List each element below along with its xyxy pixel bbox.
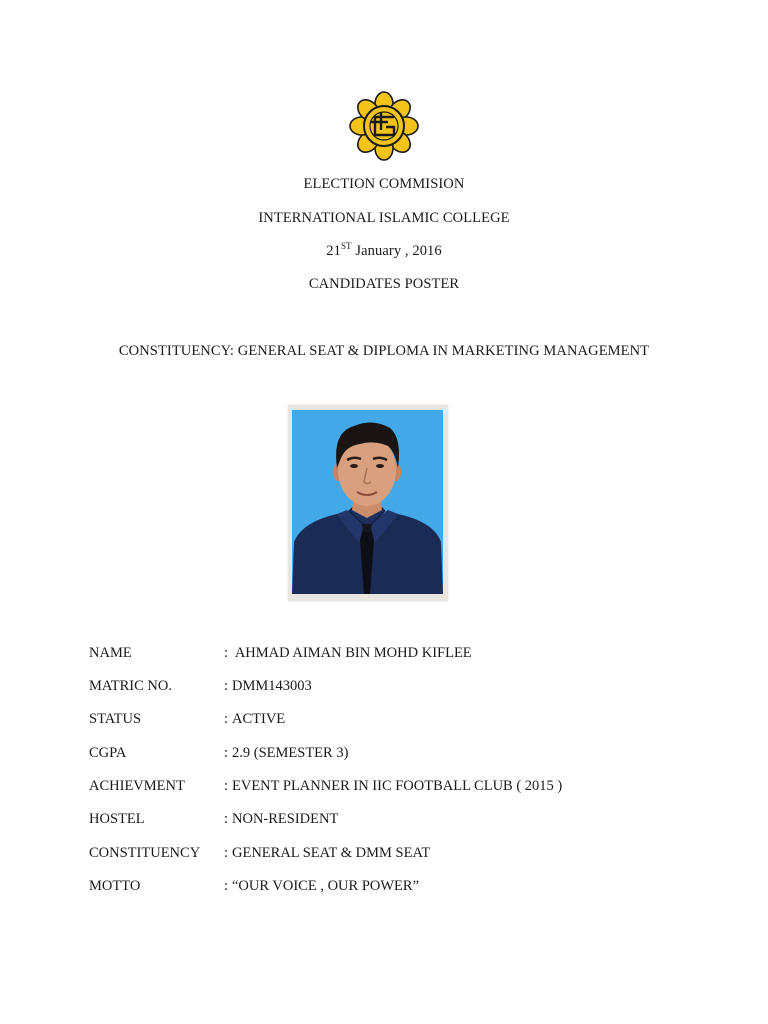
- detail-label: CGPA: [89, 745, 127, 761]
- poster-title: CANDIDATES POSTER: [308, 276, 460, 292]
- poster-date: [0, 243, 768, 260]
- detail-label: STATUS: [89, 711, 142, 727]
- detail-separator: :: [224, 878, 229, 894]
- detail-separator: :: [224, 711, 229, 727]
- college-crest-icon: [346, 90, 422, 162]
- detail-row-matric: [89, 678, 312, 695]
- detail-label: HOSTEL: [89, 811, 145, 827]
- detail-row-achievement: [89, 778, 562, 795]
- detail-separator: :: [224, 845, 229, 861]
- detail-row-hostel: [89, 811, 338, 828]
- detail-value: EVENT PLANNER IN IIC FOOTBALL CLUB ( 2015 ): [232, 778, 563, 794]
- detail-value: ACTIVE: [232, 711, 286, 727]
- detail-value: DMM143003: [232, 678, 312, 694]
- detail-separator: :: [224, 778, 229, 794]
- detail-value: “OUR VOICE , OUR POWER”: [232, 878, 420, 894]
- detail-label: MOTTO: [89, 878, 141, 894]
- detail-row-constituency: [89, 845, 430, 862]
- candidate-photo: [292, 410, 443, 594]
- detail-row-motto: [89, 878, 419, 895]
- detail-separator: :: [224, 811, 229, 827]
- detail-label: MATRIC NO.: [89, 678, 172, 694]
- date-suffix: ST: [340, 241, 352, 251]
- date-rest: January , 2016: [351, 243, 442, 259]
- detail-value: GENERAL SEAT & DMM SEAT: [232, 845, 431, 861]
- detail-value: AHMAD AIMAN BIN MOHD KIFLEE: [232, 645, 472, 661]
- college-name: INTERNATIONAL ISLAMIC COLLEGE: [258, 210, 510, 226]
- constituency-heading: CONSTITUENCY: GENERAL SEAT & DIPLOMA IN MARKETING MANAGEMENT: [118, 343, 650, 359]
- detail-label: ACHIEVMENT: [89, 778, 185, 794]
- detail-value: NON-RESIDENT: [232, 811, 339, 827]
- detail-separator: :: [224, 678, 229, 694]
- detail-row-name: [89, 645, 472, 662]
- detail-row-cgpa: [89, 745, 348, 762]
- date-day: 21: [326, 243, 341, 259]
- commission-title: ELECTION COMMISION: [303, 176, 465, 192]
- detail-value: 2.9 (SEMESTER 3): [232, 745, 349, 761]
- detail-row-status: [89, 711, 285, 728]
- detail-label: CONSTITUENCY: [89, 845, 201, 861]
- detail-separator: :: [224, 745, 229, 761]
- detail-label: NAME: [89, 645, 132, 661]
- detail-separator: :: [224, 645, 229, 661]
